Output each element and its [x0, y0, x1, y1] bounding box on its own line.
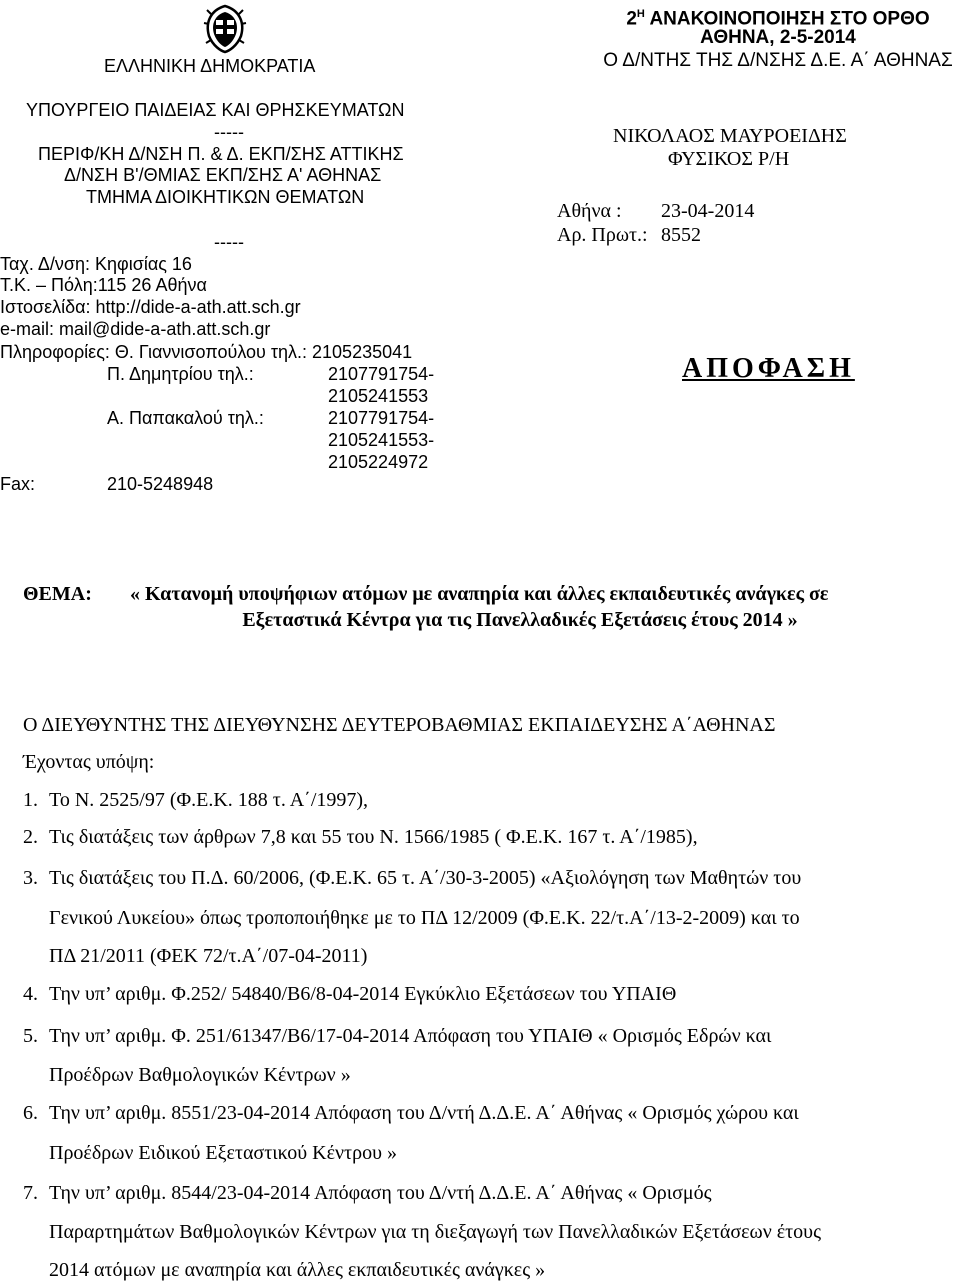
subject-label: ΘΕΜΑ:: [23, 583, 92, 605]
protocol-label: Αρ. Πρωτ.:: [557, 224, 648, 246]
contact-name: Π. Δημητρίου τηλ.:: [107, 364, 254, 384]
recipient-role: ΦΥΣΙΚΟΣ Ρ/Η: [668, 148, 790, 170]
subject-line: « Κατανομή υποψήφιων ατόμων με αναπηρία και άλλες εκπαιδευτικές ανάγκες σε: [130, 583, 829, 605]
department-line: ΠΕΡΙΦ/ΚΗ Δ/ΝΣΗ Π. & Δ. ΕΚΠ/ΣΗΣ ΑΤΤΙΚΗΣ: [38, 144, 404, 164]
contact-phone: 2105241553: [328, 386, 429, 406]
protocol-value: 8552: [661, 224, 701, 246]
country-name: ΕΛΛΗΝΙΚΗ ΔΗΜΟΚΡΑΤΙΑ: [104, 56, 316, 76]
separator: -----: [214, 232, 244, 252]
contact-phone: 2105241553-: [328, 430, 435, 450]
date-value: 23-04-2014: [661, 200, 755, 222]
fax-value: 210-5248948: [107, 474, 214, 494]
date-label: Αθήνα :: [557, 200, 622, 222]
contact-phone: 2107791754-: [328, 364, 435, 384]
department-line: Δ/ΝΣΗ Β'/ΘΜΙΑΣ ΕΚΠ/ΣΗΣ Α' ΑΘΗΝΑΣ: [64, 165, 382, 185]
contact-phone: 2105224972: [328, 452, 429, 472]
contact-name: Α. Παπακαλού τηλ.:: [107, 408, 264, 428]
greek-emblem-icon: [201, 4, 249, 54]
notice-line: Ο Δ/ΝΤΗΣ ΤΗΣ Δ/ΝΣΗΣ Δ.Ε. Α΄ ΑΘΗΝΑΣ: [603, 50, 953, 71]
contact-phone: 2107791754-: [328, 408, 435, 428]
subject-line: Εξεταστικά Κέντρα για τις Πανελλαδικές Εξετάσεις έτους 2014 »: [242, 609, 798, 631]
address: Ταχ. Δ/νση: Κηφισίας 16: [0, 254, 192, 274]
considering-label: Έχοντας υπόψη:: [23, 751, 155, 773]
separator: -----: [214, 122, 244, 142]
notice-line: $2^H$ ΑΝΑΚΟΙΝΟΠΟΙΗΣΗ ΣΤΟ ΟΡΘΟ: [626, 8, 930, 30]
recipient-name: ΝΙΚΟΛΑΟΣ ΜΑΥΡΟΕΙΔΗΣ: [613, 125, 847, 147]
website: Ιστοσελίδα: http://dide-a-ath.att.sch.gr: [0, 297, 301, 317]
decision-title: ΑΠΟΦΑΣΗ: [682, 353, 855, 384]
fax-label: Fax:: [0, 474, 36, 494]
notice-line: ΑΘΗΝΑ, 2-5-2014: [700, 27, 856, 48]
department-line: ΤΜΗΜΑ ΔΙΟΙΚΗΤΙΚΩΝ ΘΕΜΑΤΩΝ: [86, 187, 365, 207]
email: e-mail: mail@dide-a-ath.att.sch.gr: [0, 319, 271, 339]
city: Τ.Κ. – Πόλη:115 26 Αθήνα: [0, 275, 207, 295]
ministry-name: ΥΠΟΥΡΓΕΙΟ ΠΑΙΔΕΙΑΣ ΚΑΙ ΘΡΗΣΚΕΥΜΑΤΩΝ: [26, 100, 405, 120]
info-line: Πληροφορίες: Θ. Γιαννισοπούλου τηλ.: 2105235041: [0, 342, 413, 362]
director-line: Ο ΔΙΕΥΘΥΝΤΗΣ ΤΗΣ ΔΙΕΥΘΥΝΣΗΣ ΔΕΥΤΕΡΟΒΑΘΜΙΑΣ ΕΚΠΑΙΔΕΥΣΗΣ Α΄ΑΘΗΝΑΣ: [23, 714, 776, 736]
